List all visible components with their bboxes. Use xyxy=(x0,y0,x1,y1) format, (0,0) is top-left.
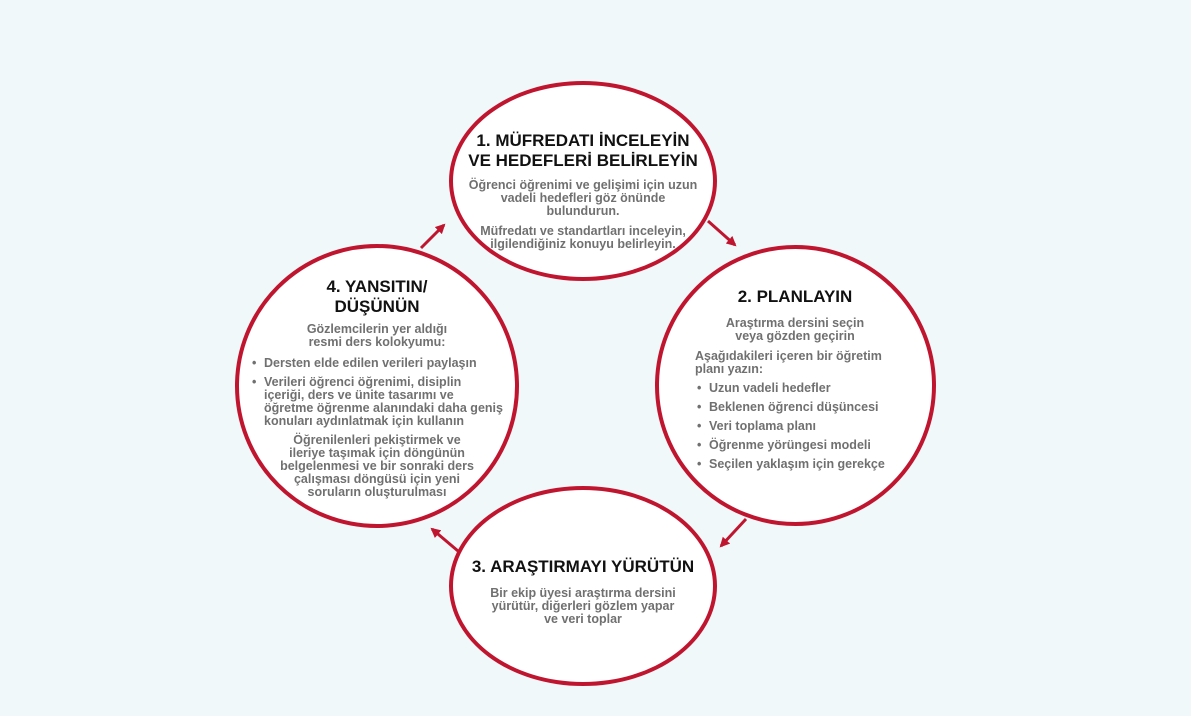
step3-content xyxy=(466,557,700,633)
step1-paragraph-2: Müfredatı ve standartları inceleyin, ilgilendiğiniz konuyu belirleyin. xyxy=(480,224,686,251)
step2-lead: Aşağıdakileri içeren bir öğretim planı yazın: xyxy=(695,349,882,376)
arrow-step2-to-step3 xyxy=(721,519,746,546)
arrow-step4-to-step1 xyxy=(421,225,444,248)
list-item: • Öğrenme yörüngesi modeli xyxy=(695,439,895,452)
step4-content xyxy=(250,277,504,506)
step1-title: 1. MÜFREDATI İNCELEYİN VE HEDEFLERİ BELİRLEYİN xyxy=(468,131,698,170)
list-item: • Beklenen öğrenci düşüncesi xyxy=(695,401,895,414)
step3-title: 3. ARAŞTIRMAYI YÜRÜTÜN xyxy=(471,557,695,576)
step2-title: 2. PLANLAYIN xyxy=(737,287,853,306)
step4-intro: Gözlemcilerin yer aldığı resmi ders kolokyumu: xyxy=(306,322,448,349)
arrow-step3-to-step4 xyxy=(432,529,458,551)
step4-bullet-list xyxy=(250,357,504,428)
list-item: • Seçilen yaklaşım için gerekçe xyxy=(695,458,895,471)
list-item: • Veri toplama planı xyxy=(695,420,895,433)
arrow-step1-to-step2 xyxy=(708,221,735,245)
list-item: • Dersten elde edilen verileri paylaşın xyxy=(250,357,504,370)
step2-content xyxy=(695,287,895,477)
step4-closing: Öğrenilenleri pekiştirmek ve ileriye taşımak için döngünün belgelenmesi ve bir sonraki ders çalışması döngüsü için yeni soruların oluşturulması xyxy=(280,433,474,499)
step4-title: 4. YANSITIN/ DÜŞÜNÜN xyxy=(326,277,428,316)
step1-paragraph-1: Öğrenci öğrenimi ve gelişimi için uzun vadeli hedefleri göz önünde bulundurun. xyxy=(468,178,698,218)
step3-paragraph: Bir ekip üyesi araştırma dersini yürütür, diğerleri gözlem yapar ve veri toplar xyxy=(490,586,676,626)
list-item: • Verileri öğrenci öğrenimi, disiplin içeriği, ders ve ünite tasarımı ve öğretme öğrenme alanındaki daha geniş konuları aydınlatmak için kullanın xyxy=(250,376,504,428)
list-item: • Uzun vadeli hedefler xyxy=(695,382,895,395)
step2-intro: Araştırma dersini seçin veya gözden geçirin xyxy=(725,316,865,343)
step2-bullet-list xyxy=(695,382,895,471)
step1-content xyxy=(464,131,702,258)
